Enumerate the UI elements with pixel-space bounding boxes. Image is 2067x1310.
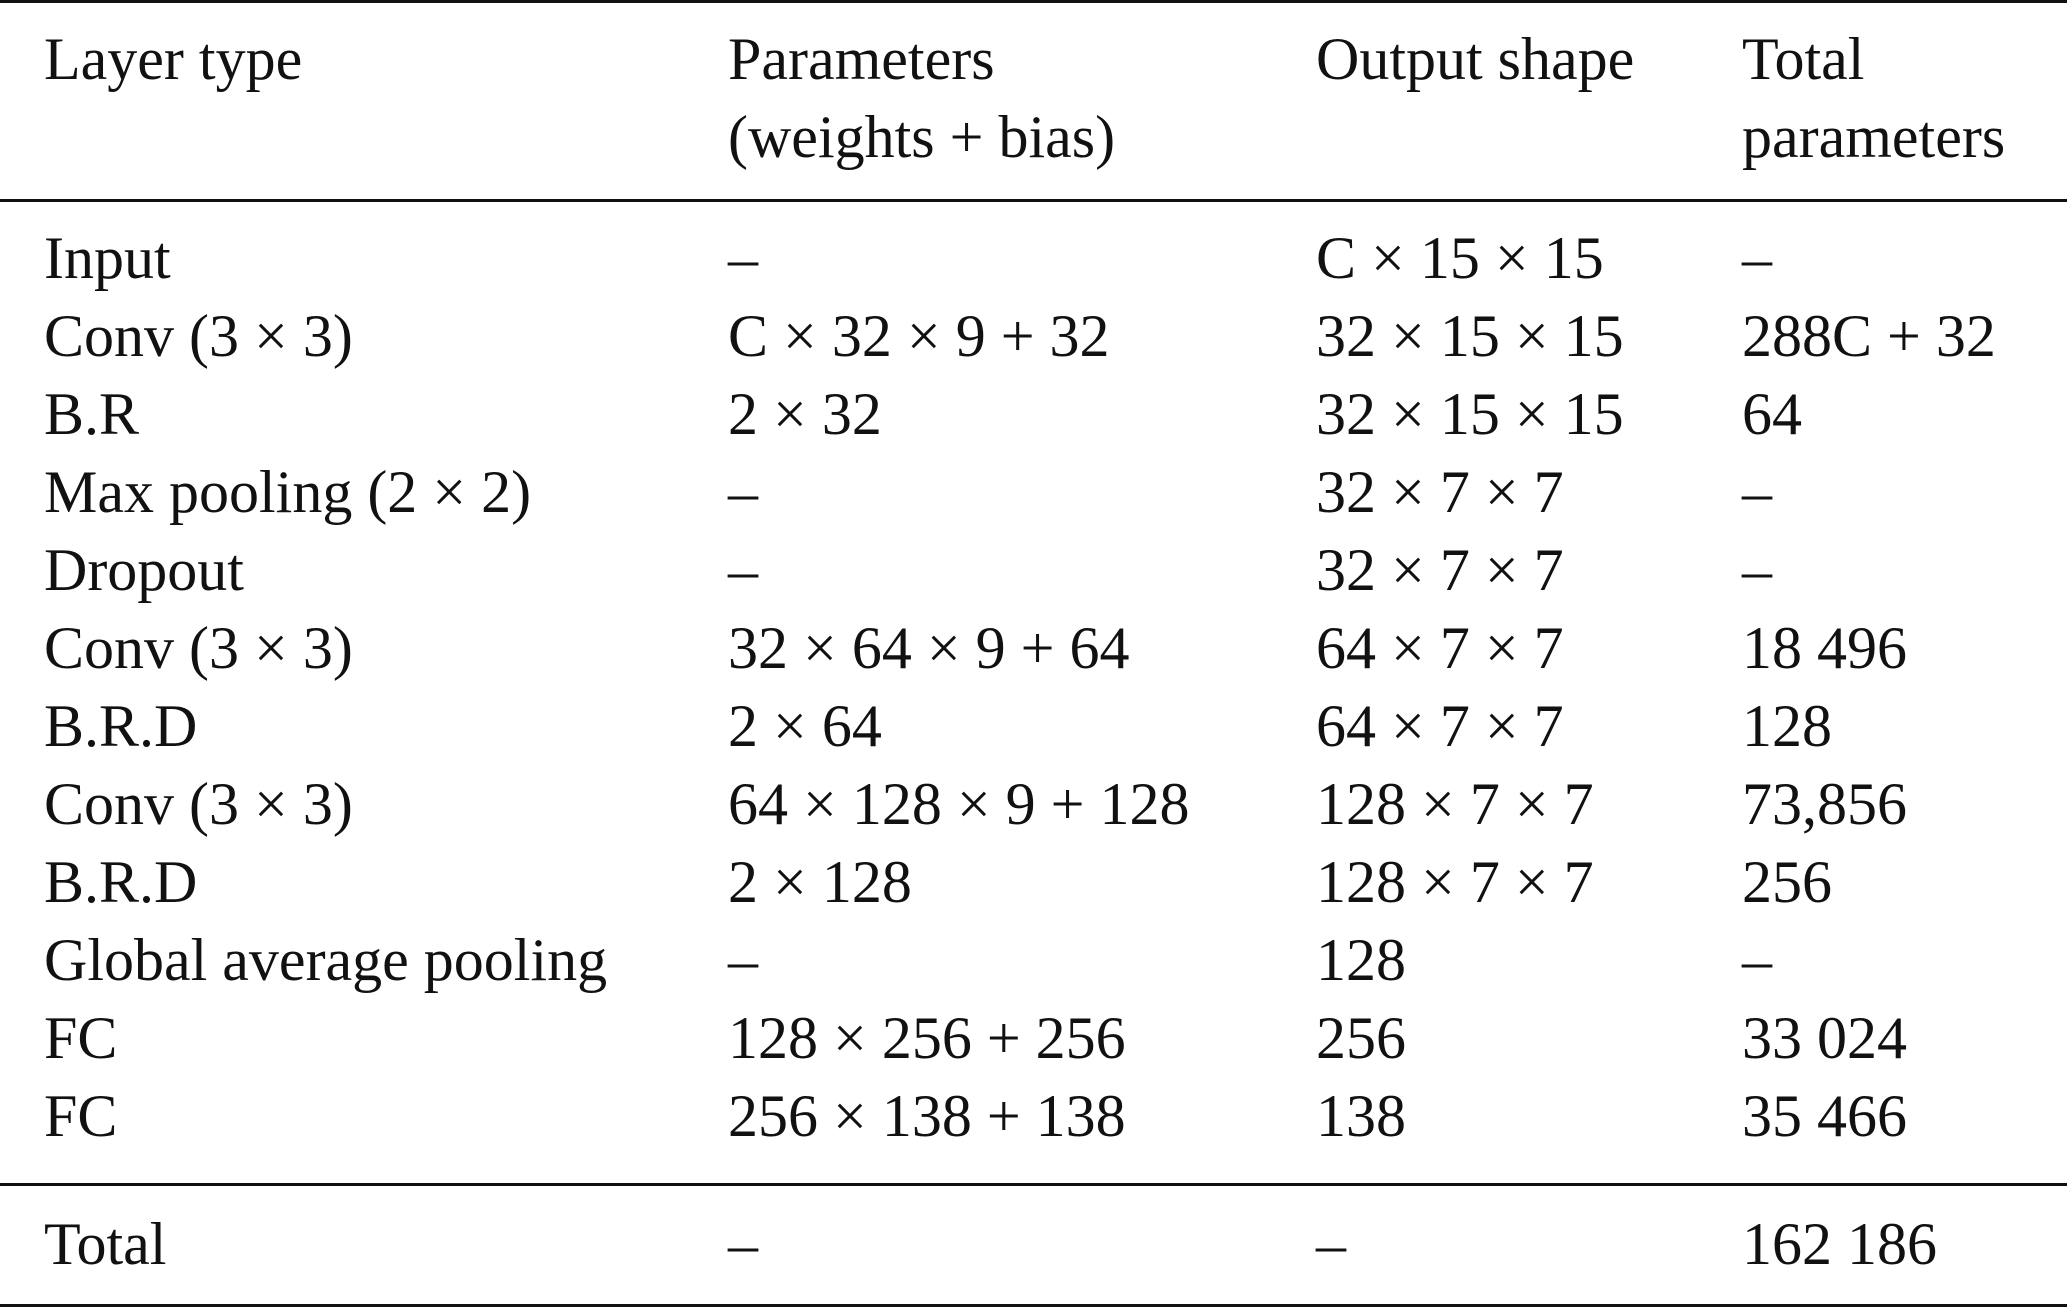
- row-0-layer: Input: [44, 225, 171, 291]
- row-8-total: 256: [1742, 849, 1832, 915]
- row-0-shape: C × 15 × 15: [1316, 225, 1604, 291]
- header-parameters-sub: (weights + bias): [728, 104, 1116, 170]
- row-2-layer: B.R: [44, 381, 140, 447]
- header-total-sub: parameters: [1742, 104, 2006, 170]
- row-6-shape: 64 × 7 × 7: [1316, 693, 1564, 759]
- row-10-total: 33 024: [1742, 1005, 1907, 1071]
- row-1-shape: 32 × 15 × 15: [1316, 303, 1624, 369]
- row-8-params: 2 × 128: [728, 849, 912, 915]
- row-2-total: 64: [1742, 381, 1802, 447]
- row-1-layer: Conv (3 × 3): [44, 303, 353, 369]
- row-4-shape: 32 × 7 × 7: [1316, 537, 1564, 603]
- row-2-params: 2 × 32: [728, 381, 882, 447]
- row-4-layer: Dropout: [44, 537, 244, 603]
- top-rule: [0, 0, 2067, 3]
- row-6-params: 2 × 64: [728, 693, 882, 759]
- row-4-params: –: [728, 537, 758, 603]
- row-4-total: –: [1742, 537, 1772, 603]
- row-5-total: 18 496: [1742, 615, 1907, 681]
- total-row-params: –: [728, 1211, 758, 1277]
- header-rule: [0, 199, 2067, 202]
- row-3-params: –: [728, 459, 758, 525]
- row-3-shape: 32 × 7 × 7: [1316, 459, 1564, 525]
- row-10-shape: 256: [1316, 1005, 1406, 1071]
- row-7-params: 64 × 128 × 9 + 128: [728, 771, 1190, 837]
- row-7-total: 73,856: [1742, 771, 1907, 837]
- row-6-total: 128: [1742, 693, 1832, 759]
- row-9-layer: Global average pooling: [44, 927, 608, 993]
- total-row-label: Total: [44, 1211, 167, 1277]
- row-11-shape: 138: [1316, 1083, 1406, 1149]
- row-9-shape: 128: [1316, 927, 1406, 993]
- row-6-layer: B.R.D: [44, 693, 198, 759]
- row-9-total: –: [1742, 927, 1772, 993]
- row-0-params: –: [728, 225, 758, 291]
- header-output-shape: Output shape: [1316, 26, 1635, 92]
- row-0-total: –: [1742, 225, 1772, 291]
- header-parameters: Parameters: [728, 26, 995, 92]
- total-rule: [0, 1183, 2067, 1186]
- row-11-layer: FC: [44, 1083, 118, 1149]
- row-1-params: C × 32 × 9 + 32: [728, 303, 1110, 369]
- total-row-total: 162 186: [1742, 1211, 1937, 1277]
- row-3-total: –: [1742, 459, 1772, 525]
- row-7-shape: 128 × 7 × 7: [1316, 771, 1594, 837]
- row-11-params: 256 × 138 + 138: [728, 1083, 1126, 1149]
- header-layer-type: Layer type: [44, 26, 303, 92]
- row-10-params: 128 × 256 + 256: [728, 1005, 1126, 1071]
- bottom-rule: [0, 1304, 2067, 1307]
- row-5-params: 32 × 64 × 9 + 64: [728, 615, 1130, 681]
- header-total: Total: [1742, 26, 1865, 92]
- row-5-layer: Conv (3 × 3): [44, 615, 353, 681]
- row-2-shape: 32 × 15 × 15: [1316, 381, 1624, 447]
- row-7-layer: Conv (3 × 3): [44, 771, 353, 837]
- row-8-layer: B.R.D: [44, 849, 198, 915]
- row-1-total: 288C + 32: [1742, 303, 1996, 369]
- row-3-layer: Max pooling (2 × 2): [44, 459, 532, 525]
- row-11-total: 35 466: [1742, 1083, 1907, 1149]
- row-8-shape: 128 × 7 × 7: [1316, 849, 1594, 915]
- row-9-params: –: [728, 927, 758, 993]
- row-10-layer: FC: [44, 1005, 118, 1071]
- total-row-shape: –: [1316, 1211, 1346, 1277]
- row-5-shape: 64 × 7 × 7: [1316, 615, 1564, 681]
